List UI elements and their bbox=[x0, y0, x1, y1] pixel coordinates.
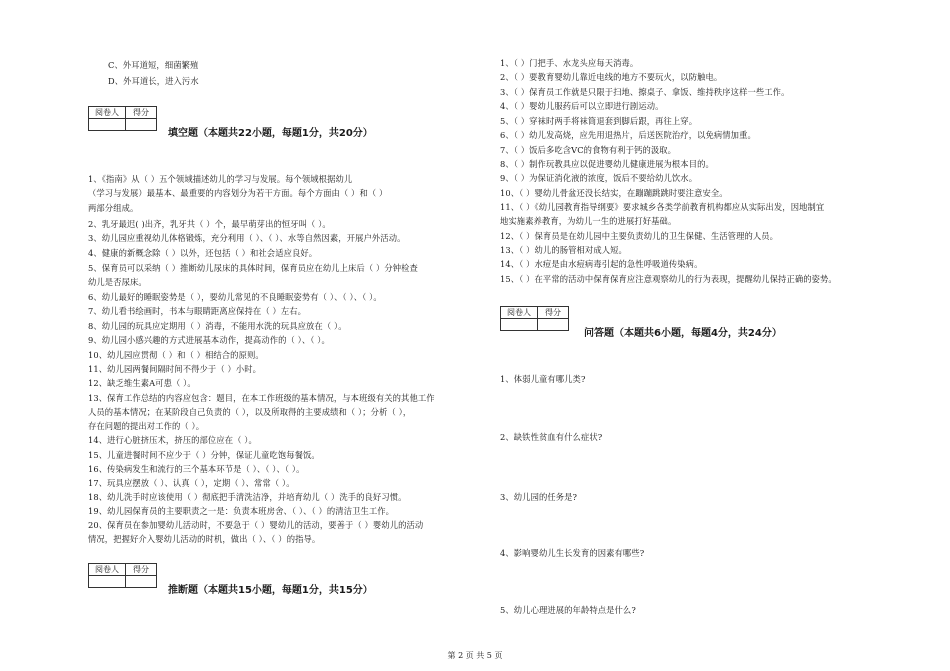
fill-line: 10、幼儿园应贯彻（ ）和（ ）相结合的原则。 bbox=[88, 350, 264, 360]
fill-line: 19、幼儿园保育员的主要职责之一是：负责本班房舍、（ ）、（ ）的清洁卫生工作。 bbox=[88, 506, 395, 516]
fill-line: 3、幼儿园应重视幼儿体格锻炼，充分利用（ ）、（ ）、水等自然因素，开展户外活动。 bbox=[88, 233, 406, 243]
qa-question: 1、体弱儿童有哪儿类? bbox=[500, 374, 586, 384]
fill-line: 6、幼儿最好的睡眠姿势是（ ），要幼儿常见的不良睡眠姿势有（ ）、（ ）、（ ）。 bbox=[88, 292, 382, 302]
judge-item: 11、（ ）《幼儿园教育指导纲要》要求城乡各类学前教育机构都应从实际出发，因地制宜 bbox=[500, 202, 825, 212]
fill-line: 13、保育工作总结的内容应包含：题目，在本工作班级的基本情况，与本班级有关的其他工作 bbox=[88, 393, 435, 403]
fill-line: 14、进行心脏挤压术，挤压的部位应在（ ）。 bbox=[88, 435, 257, 445]
judge-item: 9、（ ）为保证消化液的浓度，饭后不要给幼儿饮水。 bbox=[500, 173, 698, 183]
judge-section-title: 推断题（本题共15小题，每题1分，共15分） bbox=[168, 585, 373, 596]
grader-label: 阅卷人 bbox=[89, 107, 126, 119]
fill-line: 两部分组成。 bbox=[88, 203, 139, 213]
fill-line: 18、幼儿洗手时应该使用（ ）彻底把手清洗洁净，并培育幼儿（ ）洗手的良好习惯。 bbox=[88, 492, 407, 502]
judge-item: 3、（ ）保育员工作就是只限于扫地、擦桌子、拿饭、维持秩序这样一些工作。 bbox=[500, 87, 790, 97]
qa-section-title: 问答题（本题共6小题，每题4分，共24分） bbox=[584, 328, 782, 339]
judge-item: 14、（ ）水痘是由水痘病毒引起的急性呼吸道传染病。 bbox=[500, 259, 703, 269]
fill-line: 16、传染病发生和流行的三个基本环节是（ ）、（ ）、（ ）。 bbox=[88, 464, 305, 474]
fill-line: 存在问题的提出对工作的（ ）。 bbox=[88, 421, 205, 431]
fill-line: 幼儿是否尿床。 bbox=[88, 277, 147, 287]
fill-line: 2、乳牙最迟( )出齐，乳牙共（ ）个，最早萌芽出的恒牙叫（ ）。 bbox=[88, 219, 331, 229]
qa-question: 5、幼儿心理进展的年龄特点是什么? bbox=[500, 605, 636, 615]
judge-item: 13、（ ）幼儿的肠管相对成人短。 bbox=[500, 245, 627, 255]
judge-item: 2、（ ）要教育婴幼儿靠近电线的地方不要玩火，以防触电。 bbox=[500, 72, 723, 82]
judge-item: 4、（ ）婴幼儿服药后可以立即进行剧运动。 bbox=[500, 101, 664, 111]
score-box-fill bbox=[88, 106, 157, 131]
grader-label: 阅卷人 bbox=[501, 307, 538, 319]
score-box-qa bbox=[500, 306, 569, 331]
judge-item: 10、（ ）婴幼儿骨盆还没长结实，在蹦蹦跳跳时要注意安全。 bbox=[500, 188, 728, 198]
fill-line: 11、幼儿园两餐间隔时间不得少于（ ）小时。 bbox=[88, 364, 262, 374]
score-label: 得分 bbox=[126, 564, 157, 576]
qa-question: 3、幼儿园的任务是? bbox=[500, 492, 578, 502]
judge-item: 12、（ ）保育员是在幼儿园中主要负责幼儿的卫生保健、生活管理的人员。 bbox=[500, 231, 779, 241]
judge-item: 8、（ ）制作玩教具应以促进婴幼儿健康进展为根本目的。 bbox=[500, 159, 714, 169]
grader-label: 阅卷人 bbox=[89, 564, 126, 576]
fill-line: 5、保育员可以采纳（ ）推断幼儿尿床的具体时间，保育员应在幼儿上床后（ ）分钟检查 bbox=[88, 263, 418, 273]
judge-item: 5、（ ）穿袜时两手将袜筒退套到脚后跟，再往上穿。 bbox=[500, 116, 698, 126]
score-box-judge bbox=[88, 563, 157, 588]
judge-item: 15、（ ）在平常的活动中保育保育应注意观察幼儿的行为表现，提醒幼儿保持正确的姿势。 bbox=[500, 274, 837, 284]
score-label: 得分 bbox=[538, 307, 569, 319]
qa-question: 2、缺铁性贫血有什么症状? bbox=[500, 432, 603, 442]
fill-line: 人员的基本情况；在某阶段自己负责的（ ），以及所取得的主要成绩和（ ）；分析（ ）， bbox=[88, 407, 412, 417]
judge-item: 7、（ ）饭后多吃含VC的食物有利于钙的汲取。 bbox=[500, 145, 677, 155]
option-c: C、外耳道短，细菌繁殖 bbox=[108, 60, 199, 70]
fill-line: 9、幼儿园小感兴趣的方式进展基本动作，提高动作的（ ）、（ ）。 bbox=[88, 335, 330, 345]
fill-line: 15、儿童进餐时间不应少于（ ）分钟，保证儿童吃饱每餐饭。 bbox=[88, 450, 320, 460]
fill-line: 8、幼儿园的玩具应定期用（ ）消毒，不能用水洗的玩具应放在（ ）。 bbox=[88, 321, 347, 331]
fill-line: 4、健康的新概念除（ ）以外，还包括（ ）和社会适应良好。 bbox=[88, 248, 318, 258]
judge-item: 1、（ ）门把手、水龙头应每天消毒。 bbox=[500, 58, 639, 68]
judge-item: 6、（ ）幼儿发高烧，应先用退热片，后送医院治疗，以免病情加重。 bbox=[500, 130, 756, 140]
fill-line: 7、幼儿看书绘画时，书本与眼睛距离应保持在（ ）左右。 bbox=[88, 306, 307, 316]
fill-line: 17、玩具应摆放（ ）、认真（ ），定期（ ）、常常（ ）。 bbox=[88, 478, 295, 488]
judge-item: 地实施素养教育，为幼儿一生的进展打好基础。 bbox=[500, 216, 677, 226]
fill-line: 20、保育员在参加婴幼儿活动时，不要急于（ ）婴幼儿的活动，要善于（ ）婴幼儿的活动 bbox=[88, 520, 424, 530]
fill-line: 情况，把握好介入婴幼儿活动的时机，做出（ ）、（ ）的指导。 bbox=[88, 534, 321, 544]
option-d: D、外耳道长，进入污水 bbox=[108, 76, 199, 86]
fill-line: 12、缺乏维生素A可患（ ）。 bbox=[88, 378, 196, 388]
qa-question: 4、影响婴幼儿生长发育的因素有哪些? bbox=[500, 548, 645, 558]
fill-line: 1、《指南》从（ ）五个领域描述幼儿的学习与发展。每个领域根据幼儿 bbox=[88, 174, 353, 184]
score-label: 得分 bbox=[126, 107, 157, 119]
fill-line: （学习与发展）最基本、最重要的内容划分为若干方面。每个方面由（ ）和（ ） bbox=[88, 188, 388, 198]
page-footer: 第 2 页 共 5 页 bbox=[447, 651, 503, 660]
fill-section-title: 填空题（本题共22小题，每题1分，共20分） bbox=[168, 128, 373, 139]
